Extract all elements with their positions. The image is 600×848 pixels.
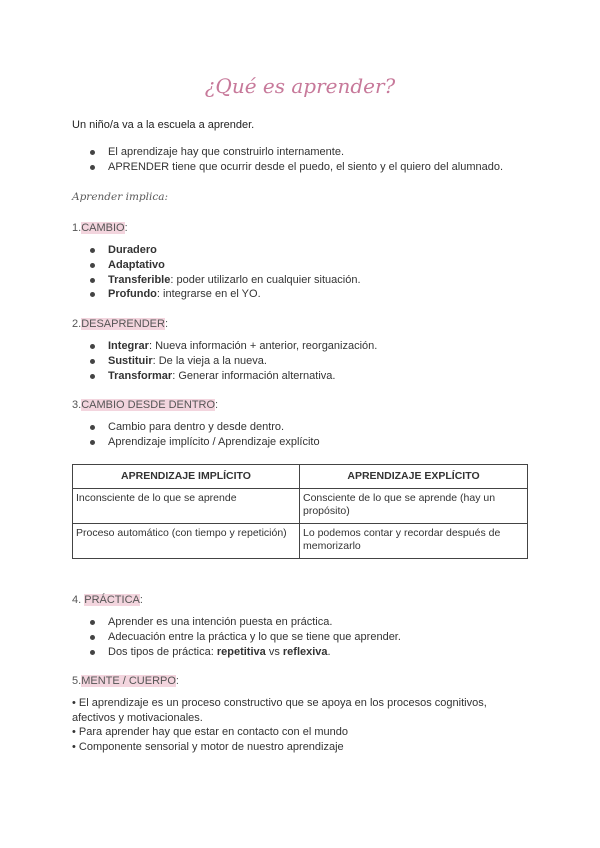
cambio-dentro-bullet-list <box>88 420 320 450</box>
highlighted-label: CAMBIO DESDE DENTRO <box>81 399 216 411</box>
table-row <box>73 489 528 524</box>
table-header-row <box>73 465 528 489</box>
table-row <box>73 524 528 559</box>
mente-cuerpo-paragraph <box>72 696 532 754</box>
table-cell: Lo podemos contar y recordar después de memorizarlo <box>300 524 528 559</box>
list-item: Adaptativo <box>88 258 361 273</box>
desaprender-bullet-list <box>88 339 377 383</box>
list-item: Cambio para dentro y desde dentro. <box>88 420 320 435</box>
cambio-bullet-list <box>88 243 361 302</box>
section-heading-mente-cuerpo: 5.MENTE / CUERPO: <box>72 675 179 687</box>
highlighted-label: DESAPRENDER <box>81 318 165 330</box>
list-item: Sustituir: De la vieja a la nueva. <box>88 354 377 369</box>
intro-text: Un niño/a va a la escuela a aprender. <box>72 119 255 131</box>
list-item: Aprendizaje implícito / Aprendizaje explícito <box>88 435 320 450</box>
highlighted-label: MENTE / CUERPO <box>81 675 176 687</box>
comparison-table <box>72 464 528 559</box>
section-heading-practica: 4. PRÁCTICA: <box>72 594 143 606</box>
paragraph-line: • El aprendizaje es un proceso constructivo que se apoya en los procesos cognitivos, afectivos y motivacionales. <box>72 697 487 724</box>
table-header-cell: APRENDIZAJE IMPLÍCITO <box>73 465 300 489</box>
paragraph-line: • Para aprender hay que estar en contacto con el mundo <box>72 726 348 738</box>
section-heading-desaprender: 2.DESAPRENDER: <box>72 318 168 330</box>
highlighted-label: CAMBIO <box>81 222 125 234</box>
list-item: Integrar: Nueva información + anterior, reorganización. <box>88 339 377 354</box>
practica-bullet-list <box>88 615 401 659</box>
table-cell: Proceso automático (con tiempo y repetición) <box>73 524 300 559</box>
paragraph-line: • Componente sensorial y motor de nuestro aprendizaje <box>72 740 344 753</box>
list-item: Adecuación entre la práctica y lo que se tiene que aprender. <box>88 630 401 645</box>
list-item: Transferible: poder utilizarlo en cualquier situación. <box>88 273 361 288</box>
list-item: Duradero <box>88 243 361 258</box>
table-cell: Consciente de lo que se aprende (hay un propósito) <box>300 489 528 524</box>
list-item: Aprender es una intención puesta en práctica. <box>88 615 401 630</box>
intro-bullet-list <box>88 145 503 175</box>
table-cell: Inconsciente de lo que se aprende <box>73 489 300 524</box>
list-item: APRENDER tiene que ocurrir desde el puedo, el siento y el quiero del alumnado. <box>88 160 503 175</box>
subheading: Aprender implica: <box>72 191 169 203</box>
table-header-cell: APRENDIZAJE EXPLÍCITO <box>300 465 528 489</box>
highlighted-label: PRÁCTICA <box>84 594 140 606</box>
list-item: Dos tipos de práctica: repetitiva vs reflexiva. <box>88 645 401 660</box>
page-title: ¿Qué es aprender? <box>204 74 396 98</box>
section-heading-cambio: 1.CAMBIO: <box>72 222 128 234</box>
section-heading-cambio-desde-dentro: 3.CAMBIO DESDE DENTRO: <box>72 399 219 411</box>
list-item: El aprendizaje hay que construirlo internamente. <box>88 145 503 160</box>
list-item: Transformar: Generar información alternativa. <box>88 369 377 384</box>
list-item: Profundo: integrarse en el YO. <box>88 287 361 302</box>
